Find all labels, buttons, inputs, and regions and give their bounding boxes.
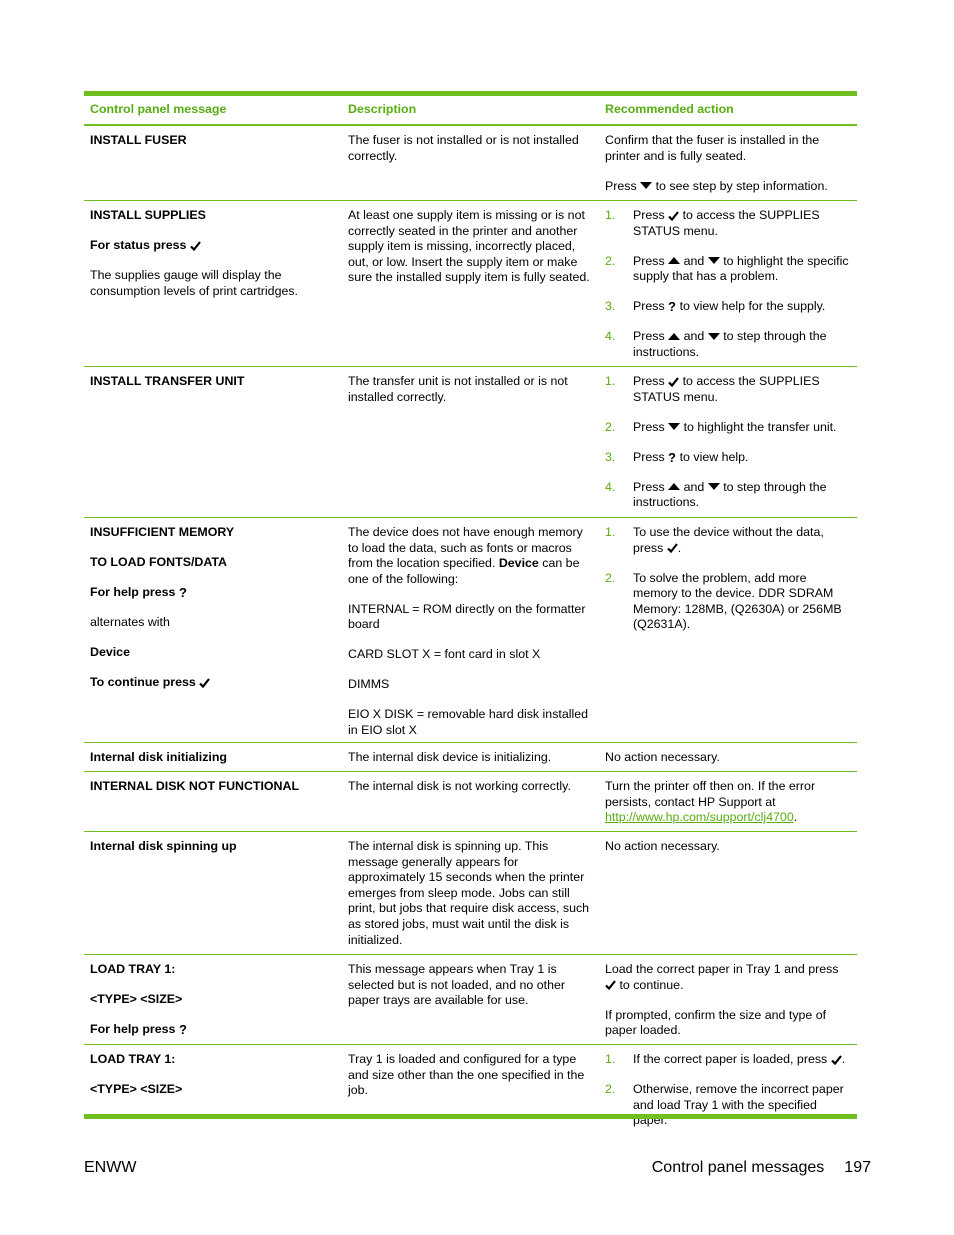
footer-section-title: Control panel messages — [651, 1159, 825, 1176]
table-row — [84, 367, 857, 518]
list-item: 4. Press and to step through the instructions. — [605, 479, 827, 510]
message-text: INSTALL FUSER — [90, 133, 187, 147]
list-item: 2. Press to highlight the transfer unit. — [605, 419, 837, 434]
list-item: 3. Press ? to view help. — [605, 449, 749, 464]
message-text: Internal disk initializing — [90, 750, 228, 764]
action-text: Confirm that the fuser is installed in the printer and is fully seated. — [605, 133, 820, 163]
action-text: Turn the printer off then on. If the error persists, contact HP Support at http://www.hp.com/support/clj4700. — [605, 779, 816, 825]
table-row — [84, 743, 857, 772]
message-text: INSUFFICIENT MEMORY — [90, 525, 235, 539]
page-number: 197 — [844, 1159, 871, 1176]
list-item: 4. Press and to step through the instructions. — [605, 329, 827, 359]
list-item: 1. Press to access the SUPPLIES STATUS menu. — [605, 374, 820, 404]
up-arrow-icon — [668, 483, 680, 491]
down-arrow-icon — [708, 333, 720, 341]
steps-list — [605, 525, 851, 633]
steps-list — [605, 374, 851, 511]
description-text: This message appears when Tray 1 is selected but is not loaded, and no other paper trays are available for use. — [348, 962, 565, 1008]
description-text: The device does not have enough memory to load the data, such as fonts or macros from the location specified. Device can be one of the following: — [348, 525, 583, 586]
description-text: The internal disk is not working correctly. — [348, 779, 571, 793]
down-arrow-icon — [668, 423, 680, 431]
table-row — [84, 772, 857, 832]
description-text: The fuser is not installed or is not installed correctly. — [348, 133, 579, 163]
footer-right — [652, 1158, 871, 1178]
up-arrow-icon — [668, 257, 680, 265]
table-row: LOAD TRAY 1: <TYPE> <SIZE> Tray 1 is loaded and configured for a type and size other than the one specified in the job. 1. If the correct paper is loaded, press . 2. Otherwise, remove the incorrect paper and load Tray 1 with the specified paper. — [84, 1045, 857, 1115]
table-row: LOAD TRAY 1: <TYPE> <SIZE> For help press ? This message appears when Tray 1 is selected but is not loaded, and no other paper trays are available for use. Load the correct paper in Tray 1 and press to continue. If prompted, confirm the size and type of paper loaded. — [84, 955, 857, 1045]
check-icon — [831, 1055, 842, 1065]
list-item: 2. Otherwise, remove the incorrect paper and load Tray 1 with the specified paper. — [605, 1081, 844, 1128]
down-arrow-icon — [640, 182, 652, 190]
svg-text:?: ? — [178, 586, 187, 600]
up-arrow-icon — [668, 333, 680, 341]
table-row: INSTALL FUSER The fuser is not installed or is not installed correctly. Confirm that the fuser is installed in the printer and is fully seated. Press to see step by step information. — [84, 126, 857, 201]
list-item: 3. Press ? to view help for the supply. — [605, 299, 826, 314]
action-text: No action necessary. — [605, 839, 720, 853]
messages-table — [84, 91, 857, 1128]
help-icon — [668, 300, 676, 313]
description-text: At least one supply item is missing or is not correctly seated in the printer and another supply item is missing, incorrectly placed, out, or low. Insert the supply item or make sure the installed supply item is fully seated. — [348, 208, 590, 285]
message-text: LOAD TRAY 1: — [90, 1052, 176, 1066]
svg-text:?: ? — [668, 300, 677, 314]
svg-text:?: ? — [668, 450, 677, 464]
action-text: Load the correct paper in Tray 1 and press to continue. — [605, 962, 839, 992]
down-arrow-icon — [708, 483, 720, 491]
check-icon — [190, 241, 201, 251]
action-text: No action necessary. — [605, 750, 720, 764]
message-text: INSTALL TRANSFER UNIT — [90, 374, 245, 388]
header-description: Description — [348, 102, 417, 117]
hp-support-link[interactable]: http://www.hp.com/support/clj4700 — [605, 810, 794, 825]
footer-left: ENWW — [84, 1159, 137, 1176]
list-item: 1. If the correct paper is loaded, press . — [605, 1052, 846, 1066]
header-recommended-action: Recommended action — [605, 102, 734, 117]
table-header — [84, 96, 857, 126]
help-icon — [179, 1023, 187, 1036]
list-item: 2. To solve the problem, add more memory to the device. DDR SDRAM Memory: 128MB, (Q2630A) or 256MB (Q2631A). — [605, 570, 842, 632]
message-text: Internal disk spinning up — [90, 839, 237, 853]
message-text: LOAD TRAY 1: — [90, 962, 176, 976]
check-icon — [668, 211, 679, 221]
description-text: Tray 1 is loaded and configured for a type and size other than the one specified in the job. — [348, 1052, 585, 1098]
table-row: INSUFFICIENT MEMORY TO LOAD FONTS/DATA For help press ? alternates with Device To continue press The device does not have enough memory to load the data, such as fonts or macros from the location specified. Device can be one of the following: INTERNAL = ROM directly on the formatter board CARD SLOT X = font card in slot X DIMMS EIO X DISK = removable hard disk installed in EIO slot X 1. To use the device without the data, press . 2. To solve the problem, add more memory to the device. DDR SDRAM Memory: 128MB, (Q2630A) or 256MB (Q2631A). — [84, 518, 857, 743]
check-icon — [668, 377, 679, 387]
list-item: 1. To use the device without the data, press . — [605, 525, 824, 555]
header-control-panel-message: Control panel message — [90, 102, 227, 117]
help-icon — [668, 451, 676, 464]
help-icon — [179, 586, 187, 599]
check-icon — [605, 980, 616, 990]
table-row — [84, 832, 857, 955]
steps-list — [605, 208, 851, 360]
description-text: The internal disk is spinning up. This message generally appears for approximately 15 seconds when the printer emerges from sleep mode. Jobs can still print, but jobs that require disk access, such as stored jobs, must wait until the disk is initialized. — [348, 839, 590, 947]
message-text: INTERNAL DISK NOT FUNCTIONAL — [90, 779, 300, 793]
check-icon — [667, 543, 678, 553]
table-bottom-rule — [84, 1114, 857, 1119]
description-text: The transfer unit is not installed or is not installed correctly. — [348, 374, 568, 404]
table-row: INSTALL SUPPLIES For status press The supplies gauge will display the consumption levels of print cartridges. At least one supply item is missing or is not correctly seated in the printer and another supply item is missing, incorrectly placed, out, or low. Insert the supply item or make sure the installed supply item is fully seated. 1. Press to access the SUPPLIES STATUS menu. 2. Press and to highlight the specific supply that has a problem. 3. Press ? to view help for the supply. 4. Press and to step through the instructions. — [84, 201, 857, 367]
check-icon — [199, 678, 210, 688]
down-arrow-icon — [708, 257, 720, 265]
message-text: INSTALL SUPPLIES — [90, 208, 206, 222]
list-item: 2. Press and to highlight the specific supply that has a problem. — [605, 253, 849, 284]
description-text: The internal disk device is initializing. — [348, 750, 552, 764]
svg-text:?: ? — [178, 1023, 187, 1037]
list-item: 1. Press to access the SUPPLIES STATUS menu. — [605, 208, 820, 238]
